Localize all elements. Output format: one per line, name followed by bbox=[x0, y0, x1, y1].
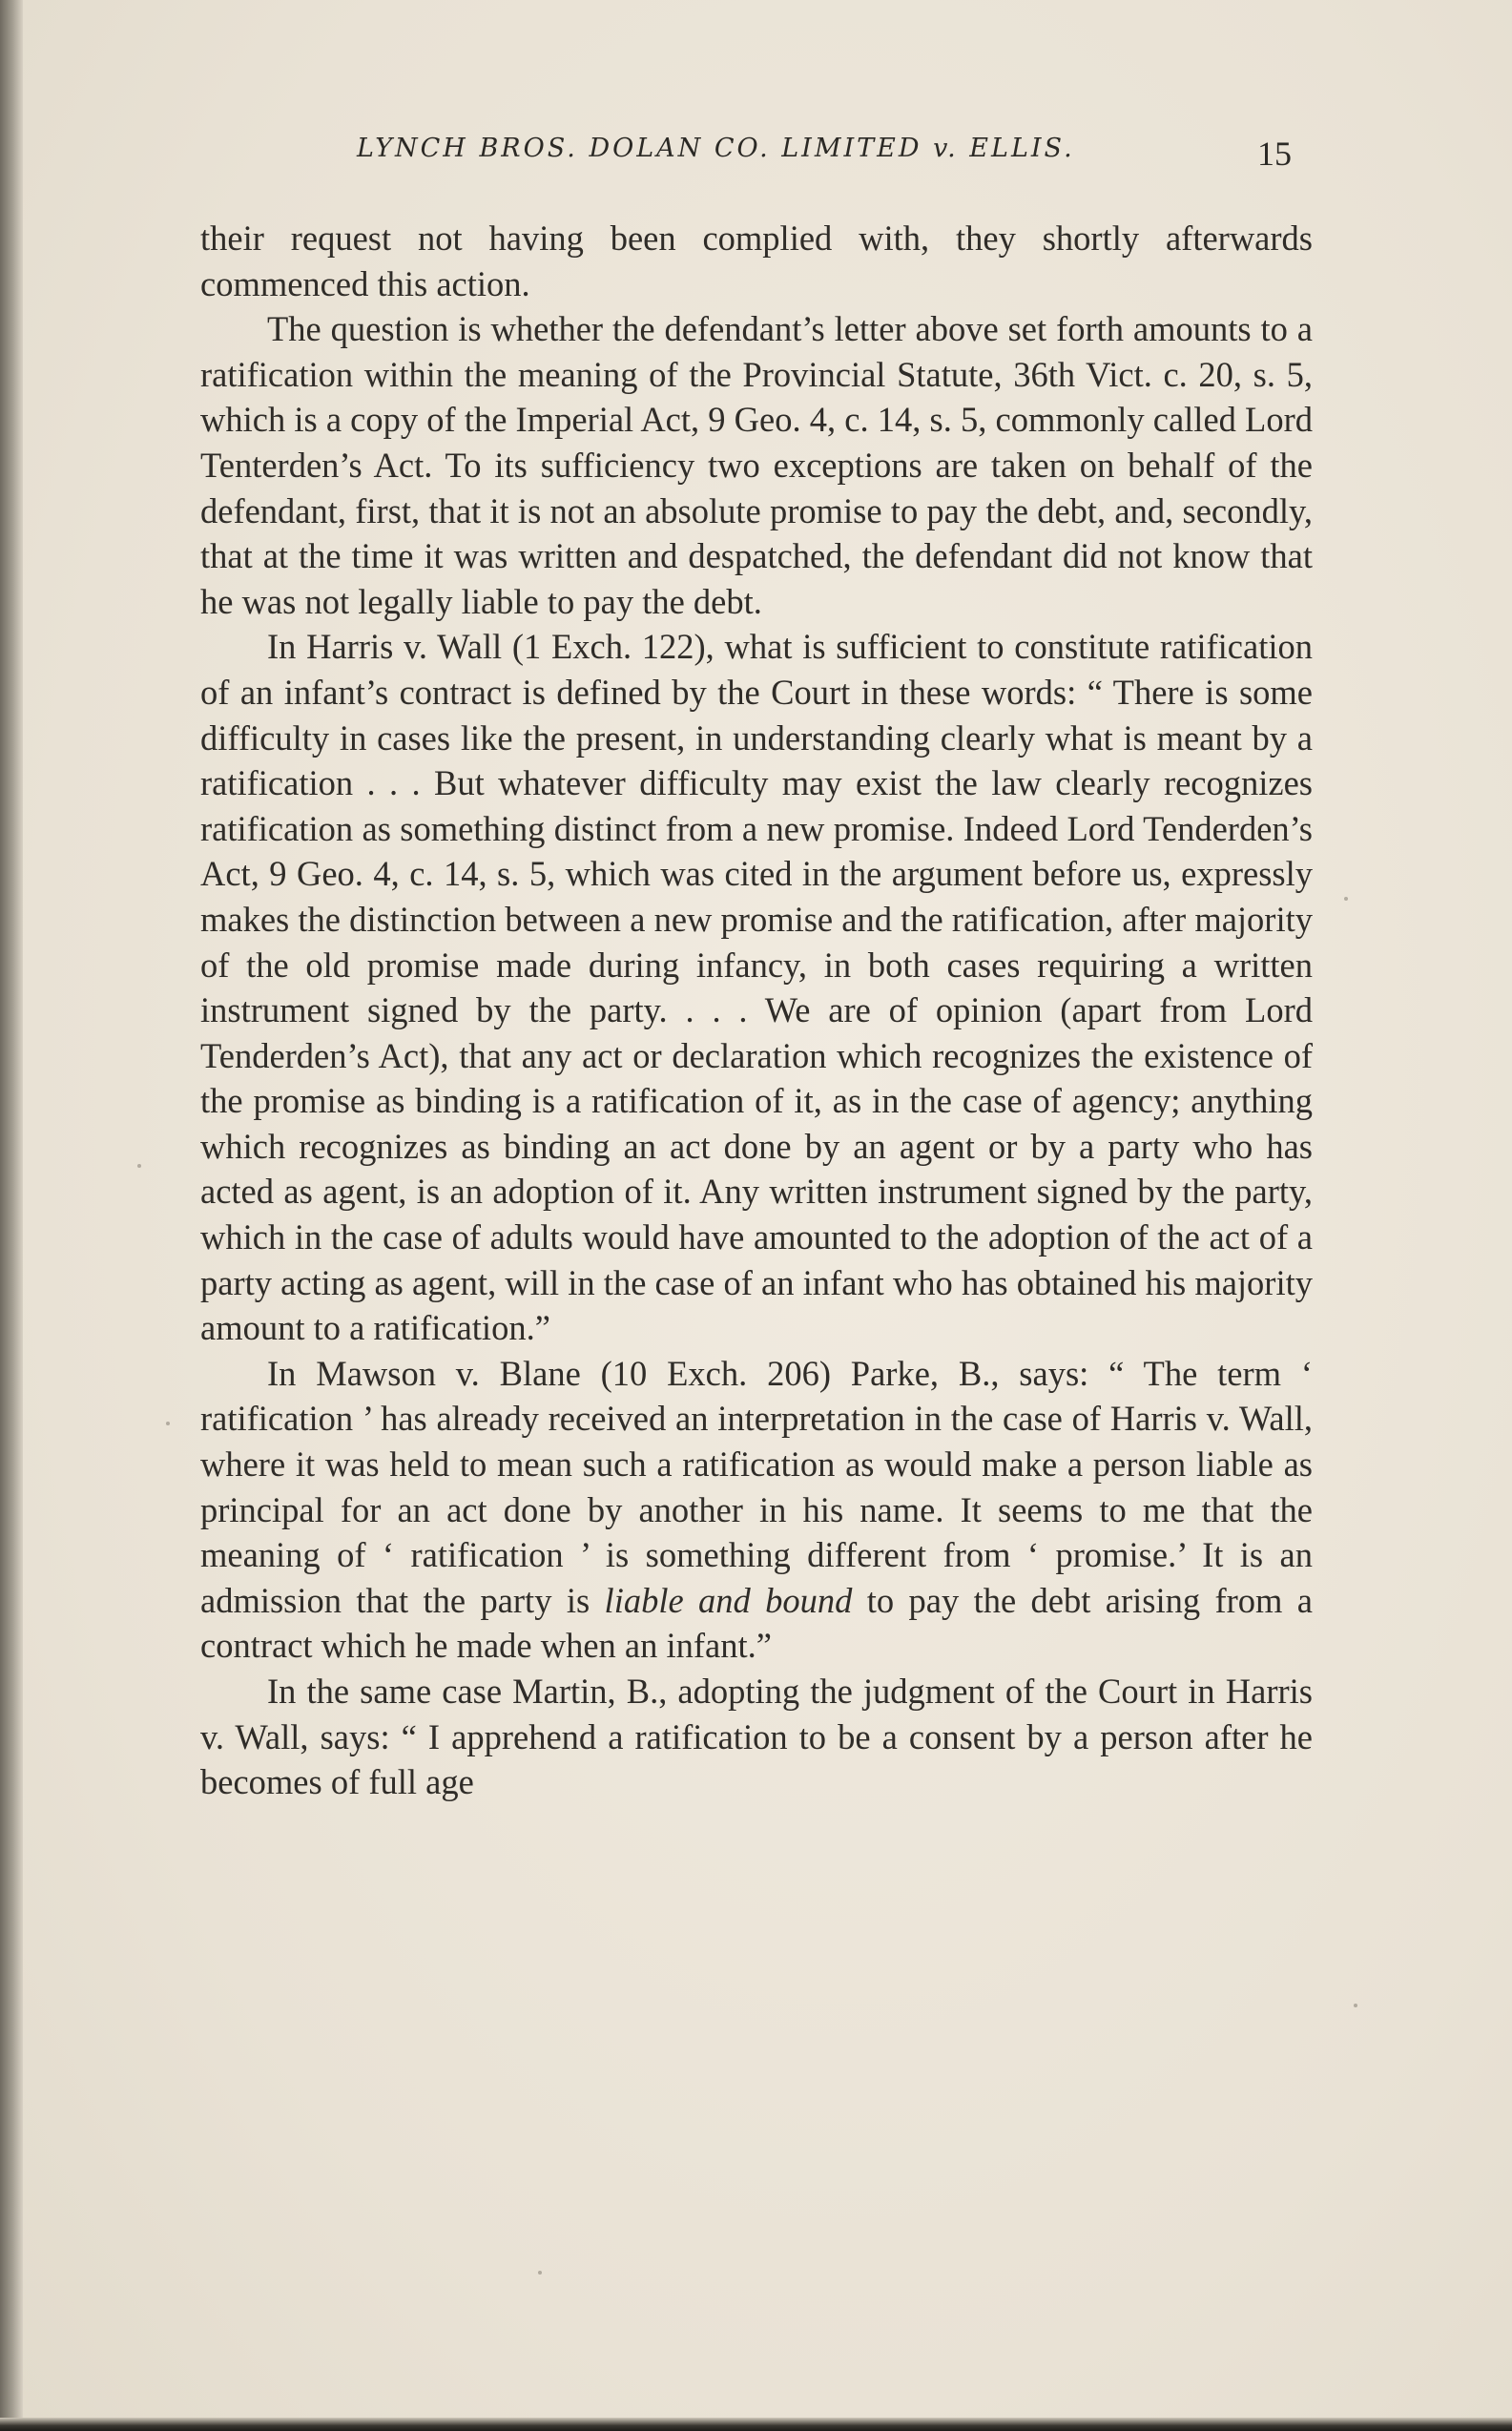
body-text bbox=[200, 216, 1313, 1805]
page-speck bbox=[137, 1164, 141, 1168]
mawson-italic-phrase: liable and bound bbox=[604, 1580, 853, 1620]
running-title: LYNCH BROS. DOLAN CO. LIMITED v. ELLIS. bbox=[357, 134, 1075, 163]
book-binding-edge bbox=[0, 0, 23, 2431]
page-speck bbox=[166, 1422, 170, 1425]
running-head bbox=[214, 134, 1311, 181]
paragraph-continuation: their request not having been complied with, they shortly afterwards commenced this action. bbox=[200, 218, 1313, 303]
paragraph-harris-v-wall: In Harris v. Wall (1 Exch. 122), what is sufficient to constitute ratification of an infant’s contract is defined by the Court in these words: “ There is some difficulty in cases like the present, in understanding clearly what is meant by a ratification . . . But whatever difficulty may exist the law clearly recognizes ratification as something distinct from a new promise. Indeed Lord Tenderden’s Act, 9 Geo. 4, c. 14, s. 5, which was cited in the argument before us, expressly makes the distinction between a new promise and the ratification, after majority of the old promise made during infancy, in both cases requiring a written instrument signed by the party. . . . We are of opinion (apart from Lord Tenderden’s Act), that any act or declaration which recognizes the existence of the promise as binding is a ratification of it, as in the case of agency; anything which recognizes as binding an act done by an agent or by a party who has acted as agent, is an adoption of it. Any written instrument signed by the party, which in the case of adults would have amounted to the adoption of the act of a party acting as agent, will in the case of an infant who has obtained his majority amount to a ratification.” bbox=[200, 627, 1313, 1348]
page-speck bbox=[1354, 2004, 1357, 2007]
page-bottom-edge bbox=[0, 2418, 1512, 2431]
paragraph-mawson-v-blane bbox=[200, 1351, 1313, 1669]
mawson-text-before: In Mawson v. Blane (10 Exch. 206) Parke, B., says: “ The term ‘ ratification ’ has already received an interpretation in the case of Harris v. Wall, where it was held to mean such a ratification as would make a person liable as principal for an act done by another in his name. It seems to me that the meaning of ‘ ratification ’ is something different from ‘ promise.’ It is an admission that the party is bbox=[200, 1353, 1313, 1620]
book-page bbox=[23, 0, 1512, 2418]
mawson-text-after: to pay the debt arising from a contract which he made when an infant.” bbox=[200, 1580, 1313, 1666]
page-number: 15 bbox=[1257, 135, 1292, 173]
paragraph-question: The question is whether the defendant’s letter above set forth amounts to a ratification within the meaning of the Provincial Statute, 36th Vict. c. 20, s. 5, which is a copy of the Imperial Act, 9 Geo. 4, c. 14, s. 5, commonly called Lord Tenterden’s Act. To its sufficiency two exceptions are taken on behalf of the defendant, first, that it is not an absolute promise to pay the debt, and, secondly, that at the time it was written and despatched, the defendant did not know that he was not legally liable to pay the debt. bbox=[200, 309, 1313, 621]
paragraph-martin-b: In the same case Martin, B., adopting the judgment of the Court in Harris v. Wall, says: “ I apprehend a ratification to be a consent by a person after he becomes of full age bbox=[200, 1672, 1313, 1802]
page-speck bbox=[1344, 897, 1348, 901]
page-speck bbox=[538, 2271, 542, 2275]
